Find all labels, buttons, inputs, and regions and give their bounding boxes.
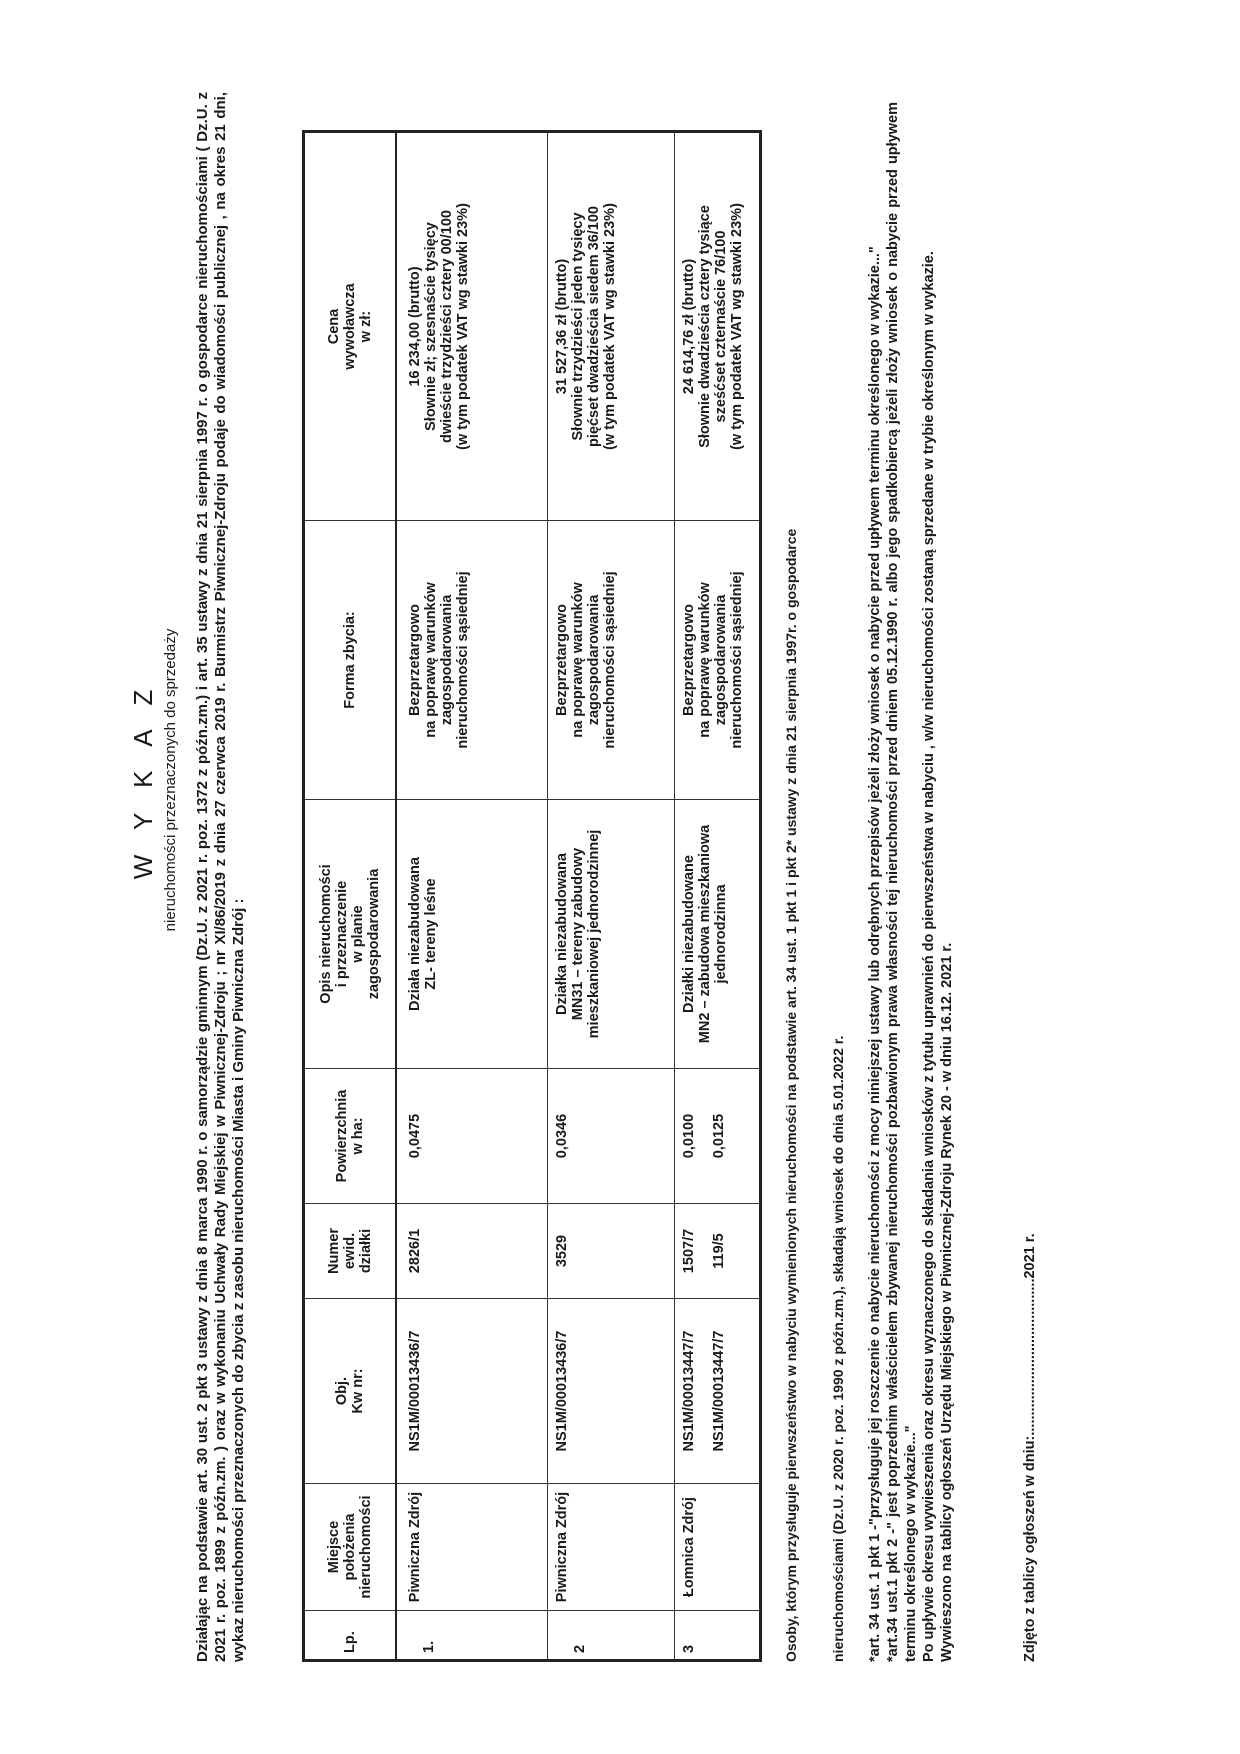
table-header-row — [304, 132, 397, 1661]
cell-text: Słownie zł; szesnaście tysięcy — [423, 222, 439, 431]
cell-text: zagospodarowania — [439, 594, 455, 726]
header-text: Obj. — [334, 1376, 350, 1406]
cell-area — [675, 1069, 761, 1204]
cell-location: Łomnica Zdrój — [675, 1484, 761, 1611]
header-location — [304, 1484, 397, 1611]
cell-price — [675, 132, 761, 521]
cell-lp: 3 — [675, 1611, 761, 1661]
cell-text: nieruchomości sąsiedniej — [455, 571, 471, 749]
cell-text: NS1M/00013447/7 — [711, 1330, 727, 1452]
cell-text: 0,0100 — [681, 1113, 697, 1159]
cell-text: nieruchomości sąsiedniej — [729, 571, 745, 749]
header-lp: Lp. — [304, 1611, 397, 1661]
cell-text: MN2 – zabudowa mieszkaniowa — [697, 824, 713, 1044]
cell-form — [548, 521, 675, 800]
header-text: zagospodarowania — [366, 868, 382, 1000]
cell-form — [675, 521, 761, 800]
header-text: w zł: — [358, 310, 374, 343]
table-row — [548, 132, 675, 1661]
header-description — [304, 800, 397, 1069]
cell-location: Piwniczna Zdrój — [396, 1484, 548, 1611]
header-text: w ha: — [350, 1117, 366, 1155]
cell-text: (w tym podatek VAT wg stawki 23%) — [455, 203, 471, 450]
header-area — [304, 1069, 397, 1204]
header-text: i przeznaczenie — [334, 880, 350, 988]
header-text: Miejsce położenia — [326, 1513, 358, 1581]
cell-text: na poprawę warunków — [570, 582, 586, 738]
pre-emption-notice-line-1: Osoby, którym przysługuje pierwszeństwo w nabyciu wymienionych nieruchomości na podstawie art. 34 ust. 1 pkt 1 i pkt 2* ustawy z dnia 21 sierpnia 1997r. o gospodarce — [783, 528, 799, 1662]
intro-paragraph: Działając na podstawie art. 30 ust. 2 pkt 3 ustawy z dnia 8 marca 1990 r. o samorządzie gminnym (Dz.U. z 2021 r. poz. 1372 z późn.zm.) i art. 35 ustawy z dnia 21 sierpnia 1997 r. o gospodarce nieruchomościami ( Dz.U. z 2021 r. poz. 1899 z późn.zm. ) oraz w wykonaniu Uchwały Rady Miejskiej w Piwnicznej-Zdroju ; nr XI/86/2019 z dnia 27 czerwca 2019 r. Burmistrz Piwnicznej-Zdroju podaje do wiadomości publicznej , na okres 21 dni, wykaz nieruchomości przeznaczonych do zbycia z zasobu nieruchomości Miasta i Gminy Piwniczna Zdrój : — [194, 92, 247, 1662]
cell-text: ZL- tereny leśne — [423, 878, 439, 990]
note-art-34-pkt-2: *art.34 ust.1 pkt 2 -" jest poprzednim właścicielem zbywanej nieruchomości pozbawionym prawa własności tej nieruchomości przed dniem 05.12.1990 r. albo jego spadkobiercą jeżeli złoży wniosek o nabycie przed upływem terminu określonego w wykazie..." — [885, 102, 919, 1662]
cell-price — [548, 132, 675, 521]
cell-text: na poprawę warunków — [697, 582, 713, 738]
cell-text: 1507/7 — [681, 1228, 697, 1274]
header-text: wywoławcza — [342, 283, 358, 370]
cell-text: 24 614,76 zł (brutto) — [681, 258, 697, 395]
cell-form — [396, 521, 548, 800]
cell-text: 31 527,36 zł (brutto) — [554, 258, 570, 395]
cell-parcel: 3529 — [548, 1204, 675, 1299]
note-art-34-pkt-1: *art. 34 ust. 1 pkt 1 -"przysługuje jej roszczenie o nabycie nieruchomości z mocy niniejszej ustawy lub odrębnych przepisów jeżeli złoży wniosek o nabycie przed upływem terminu określonego w wykazie..." — [867, 246, 883, 1662]
cell-text: Słownie dwadzieścia cztery tysiące — [697, 205, 713, 448]
cell-text: mieszkaniowej jednorodzinnej — [586, 829, 602, 1039]
cell-area: 0,0346 — [548, 1069, 675, 1204]
cell-text: Bezprzetargowo — [681, 604, 697, 716]
cell-text: Działa niezabudowana — [407, 857, 423, 1011]
cell-text: pięćset dwadzieścia siedem 36/100 — [586, 206, 602, 447]
cell-kw — [675, 1299, 761, 1484]
cell-text: zagospodarowania — [713, 594, 729, 726]
cell-price — [396, 132, 548, 521]
cell-text: Bezprzetargowo — [407, 604, 423, 716]
property-table — [302, 130, 762, 1662]
cell-text: (w tym podatek VAT wg stawki 23%) — [602, 203, 618, 450]
cell-kw: NS1M/00013436/7 — [548, 1299, 675, 1484]
cell-text: dwieście trzydzieści cztery 00/100 — [439, 210, 455, 443]
header-kw — [304, 1299, 397, 1484]
table-row — [675, 132, 761, 1661]
document-title: W Y K A Z — [128, 680, 158, 880]
header-text: ewid. — [342, 1232, 358, 1270]
header-text: w planie — [350, 905, 366, 963]
document-subtitle: nieruchomości przeznaczonych do sprzedaży — [162, 628, 179, 932]
cell-description — [396, 800, 548, 1069]
cell-text: Bezprzetargowo — [554, 604, 570, 716]
cell-lp: 1. — [396, 1611, 548, 1661]
header-price — [304, 132, 397, 521]
pre-emption-notice-line-2: nieruchomościami (Dz.U. z 2020 r. poz. 1990 z późn.zm.), składają wniosek do dnia 5.01.2022 r. — [830, 1035, 846, 1662]
note-after-period: Po upływie okresu wywieszenia oraz okresu wyznaczonego do składania wniosków z tytułu uprawnień do pierwszeństwa w nabyciu , w/w nieruchomości zostaną sprzedane w trybie określonym w wykazie. — [921, 251, 937, 1662]
header-text: działki — [358, 1228, 374, 1274]
legal-notes — [866, 102, 956, 1662]
cell-lp: 2 — [548, 1611, 675, 1661]
header-text: Opis nieruchomości — [318, 864, 334, 1004]
cell-text: 119/5 — [711, 1233, 727, 1269]
cell-location: Piwniczna Zdrój — [548, 1484, 675, 1611]
cell-text: (w tym podatek VAT wg stawki 23%) — [729, 203, 745, 450]
cell-description — [675, 800, 761, 1069]
cell-text: na poprawę warunków — [423, 582, 439, 738]
cell-text: sześćset czternaście 76/100 — [713, 230, 729, 423]
cell-text: 16 234,00 (brutto) — [407, 266, 423, 387]
cell-parcel: 2826/1 — [396, 1204, 548, 1299]
cell-text: MN31 – tereny zabudowy — [570, 847, 586, 1021]
cell-text: Działki niezabudowane — [681, 855, 697, 1013]
cell-area: 0,0475 — [396, 1069, 548, 1204]
table-row — [396, 132, 548, 1661]
cell-text: Słownie trzydzieści jeden tysięcy — [570, 212, 586, 441]
cell-text: NS1M/00013447/7 — [681, 1330, 697, 1452]
cell-kw: NS1M/00013436/7 — [396, 1299, 548, 1484]
removed-date-note: Zdjęto z tablicy ogłoszeń w dniu:.......................................2021 r. — [1022, 1233, 1038, 1662]
posted-date-note: Wywieszono na tablicy ogłoszeń Urzędu Miejskiego w Piwnicznej-Zdroju Rynek 20 - w dniu 16.12. 2021 r. — [939, 942, 955, 1662]
cell-text: nieruchomości sąsiedniej — [602, 571, 618, 749]
header-text: Kw nr: — [350, 1368, 366, 1414]
header-text: nieruchomości — [358, 1495, 374, 1599]
header-form: Forma zbycia: — [304, 521, 397, 800]
cell-description — [548, 800, 675, 1069]
cell-parcel — [675, 1204, 761, 1299]
header-text: Cena — [326, 308, 342, 345]
cell-text: zagospodarowania — [586, 594, 602, 726]
header-text: Powierzchnia — [334, 1089, 350, 1183]
cell-text: 0,0125 — [711, 1113, 727, 1159]
cell-text: jednorodzinna — [713, 884, 729, 984]
cell-text: Działka niezabudowana — [554, 853, 570, 1015]
header-parcel — [304, 1204, 397, 1299]
header-text: Numer — [326, 1228, 342, 1274]
